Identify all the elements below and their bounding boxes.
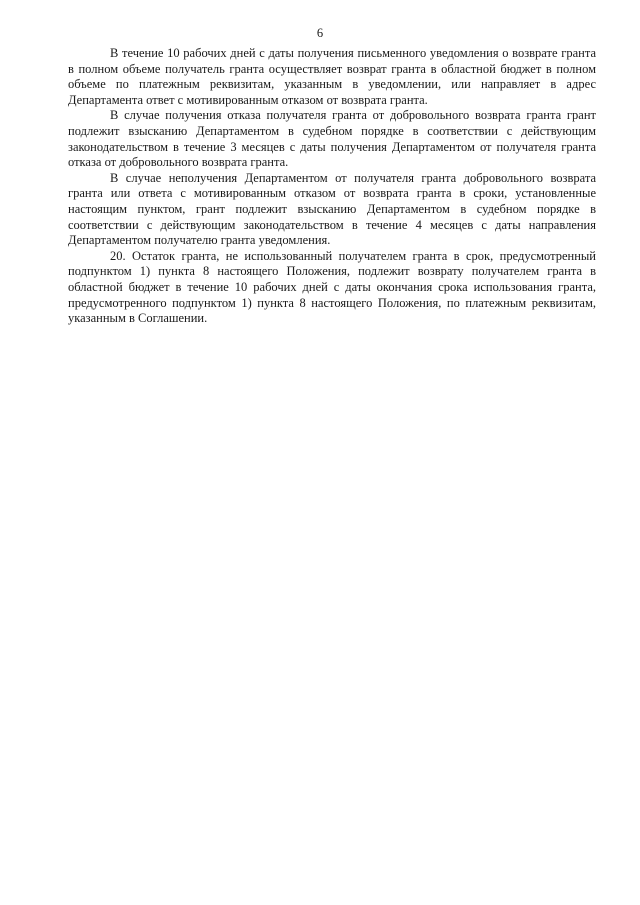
page-number: 6	[316, 26, 324, 40]
paragraph-refund-within-10-days: В течение 10 рабочих дней с даты получения письменного уведомления о возврате гранта в полном объеме получатель гранта осуществляет возврат гранта в областной бюджет в полном объеме по платежным реквизитам, указанным в уведомлении, или направляет в адрес Департамента ответ с мотивированным отказом от возврата гранта.	[68, 46, 596, 107]
document-body	[68, 46, 596, 327]
paragraph-refusal-recovery: В случае получения отказа получателя гранта от добровольного возврата гранта грант подлежит взысканию Департаментом в судебном порядке в соответствии с действующим законодательством в течение 3 месяцев с даты получения Департаментом от получателя гранта отказа от добровольного возврата гранта.	[68, 108, 596, 170]
paragraph-item-20-unused-balance: 20. Остаток гранта, не использованный получателем гранта в срок, предусмотренный подпунктом 1) пункта 8 настоящего Положения, подлежит возврату получателем гранта в областной бюджет в течение 10 рабочих дней с даты окончания срока использования гранта, предусмотренного подпунктом 1) пункта 8 настоящего Положения, по платежным реквизитам, указанным в Соглашении.	[68, 248, 596, 326]
paragraph-no-response-recovery: В случае неполучения Департаментом от получателя гранта добровольного возврата гранта или ответа с мотивированным отказом от возврата гранта в сроки, установленные настоящим пунктом, грант подлежит взысканию Департаментом в судебном порядке в соответствии с действующим законодательством в течение 4 месяцев с даты направления Департаментом получателю гранта уведомления.	[68, 170, 596, 248]
